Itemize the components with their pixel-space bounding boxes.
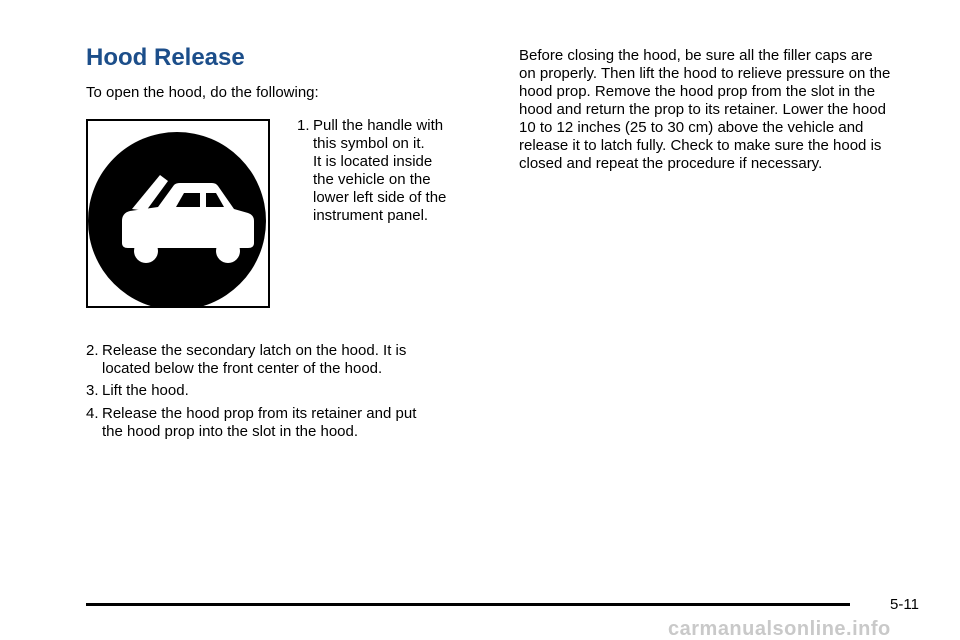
step-3: [86, 382, 466, 400]
step-4: [86, 405, 466, 441]
step-line: Release the hood prop from its retainer and put: [102, 405, 417, 422]
hood-release-figure: [86, 119, 270, 308]
paragraph-line: hood and return the prop to its retainer. Lower the hood: [519, 101, 886, 118]
step-line: the vehicle on the: [313, 171, 431, 188]
step-1: [297, 117, 477, 225]
paragraph-line: Before closing the hood, be sure all the filler caps are: [519, 47, 873, 64]
step-line: Release the secondary latch on the hood. It is: [102, 342, 407, 359]
footer-rule: [86, 603, 850, 606]
paragraph-line: closed and repeat the procedure if necessary.: [519, 155, 823, 172]
step-number: 3.: [86, 382, 99, 399]
step-line: this symbol on it.: [313, 135, 425, 152]
page-title: Hood Release: [86, 44, 245, 71]
watermark: carmanualsonline.info: [668, 618, 891, 640]
step-number: 2.: [86, 342, 99, 359]
step-line: instrument panel.: [313, 207, 429, 224]
step-line: located below the front center of the hood.: [102, 360, 383, 377]
step-line: Lift the hood.: [102, 382, 189, 399]
page-number: 5-11: [890, 596, 919, 613]
step-line: lower left side of the: [313, 189, 447, 206]
paragraph-line: 10 to 12 inches (25 to 30 cm) above the vehicle and: [519, 119, 864, 136]
hood-release-car-icon: [88, 121, 268, 306]
step-line: Pull the handle with: [313, 117, 444, 134]
closing-instructions: [519, 47, 929, 173]
step-number: 1.: [297, 117, 310, 134]
paragraph-line: on properly. Then lift the hood to relieve pressure on the: [519, 65, 891, 82]
paragraph-line: hood prop. Remove the hood prop from the slot in the: [519, 83, 876, 100]
step-2: [86, 342, 466, 378]
step-line: It is located inside: [313, 153, 433, 170]
intro-text: To open the hood, do the following:: [86, 84, 319, 101]
step-number: 4.: [86, 405, 99, 422]
step-line: the hood prop into the slot in the hood.: [102, 423, 359, 440]
paragraph-line: release it to latch fully. Check to make sure the hood is: [519, 137, 882, 154]
